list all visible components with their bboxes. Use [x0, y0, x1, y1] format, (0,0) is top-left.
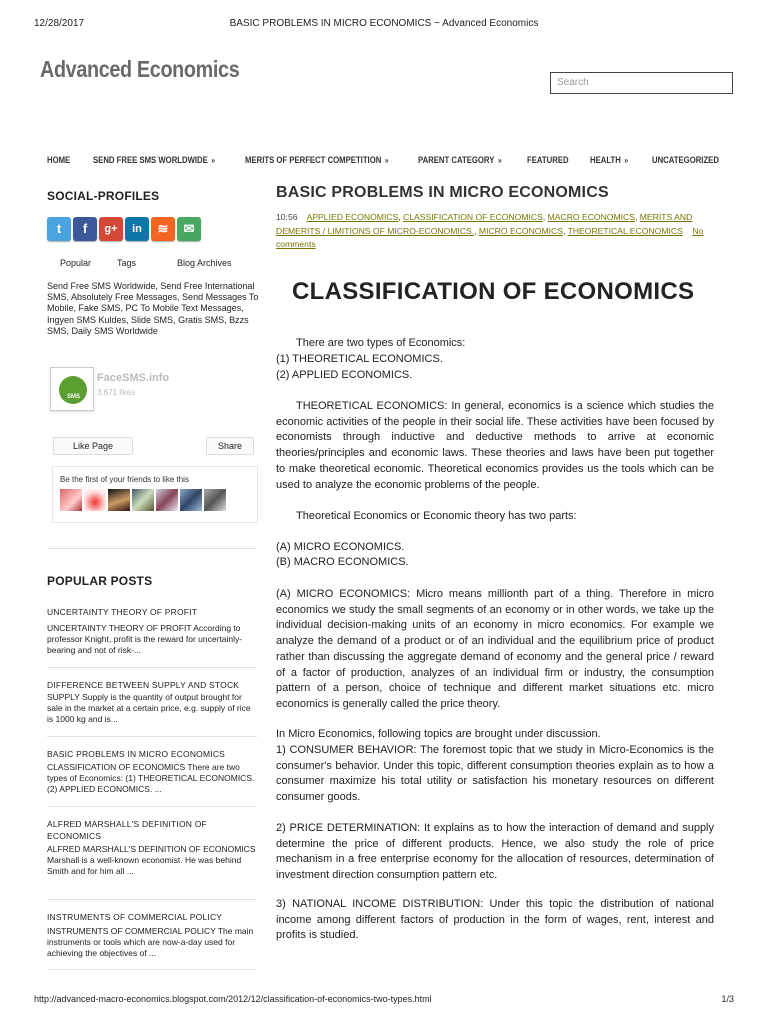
divider [47, 736, 257, 737]
nav-merits-perfect-competition[interactable]: MERITS OF PERFECT COMPETITION » [245, 155, 389, 165]
print-page-number: 1/3 [721, 994, 734, 1004]
linkedin-icon[interactable]: in [125, 217, 149, 241]
twitter-icon[interactable]: t [47, 217, 71, 241]
share-button[interactable]: Share [206, 437, 254, 455]
tab-popular[interactable]: Popular [60, 258, 92, 268]
chevron-icon: » [624, 156, 629, 165]
sms-description: Send Free SMS Worldwide, Send Free International SMS, Absolutely Free Messages, Send Messages To Mobile, Fake SMS, PC To Mobile Text Messages, Ingyen SMS Kuldes, Slide SMS, Gratis SMS, Bzzs SMS, Daily SMS Worldwide [47, 281, 259, 336]
avatar[interactable] [180, 489, 202, 511]
label-link[interactable]: MICRO ECONOMICS [478, 225, 563, 236]
comments-link[interactable]: No comments [276, 225, 704, 249]
tab-blog-archives[interactable]: Blog Archives [177, 258, 232, 268]
paragraph-price: 2) PRICE DETERMINATION: It explains as to how the interaction of demand and supply determine the price of different products. Hence, we also study the role of price mechanism in a free enterprise economy for the allocation of resources, determination of investment direction consumption pattern etc. [276, 822, 714, 882]
popular-post-title[interactable]: UNCERTAINTY THEORY OF PROFIT [47, 607, 198, 617]
popular-post-title[interactable]: ALFRED MARSHALL'S DEFINITION OF ECONOMICS [47, 819, 207, 841]
part-a: (A) MICRO ECONOMICS. [276, 541, 405, 553]
paragraph-consumer: 1) CONSUMER BEHAVIOR: The foremost topic that we study in Micro-Economics is the consumer's behavior. Under this topic, different consumption theories explain as to how a consumer maximize his total utility or satisfaction his monetary resources on different consumer goods. [276, 744, 714, 804]
popular-post-snippet: INSTRUMENTS OF COMMERCIAL POLICY The main instruments or tools which are now-a-day used for achieving the objectives of ... [47, 926, 254, 958]
type-1: (1) THEORETICAL ECONOMICS. [276, 353, 443, 365]
part-b: (B) MACRO ECONOMICS. [276, 556, 409, 568]
label-link[interactable]: THEORETICAL ECONOMICS [567, 225, 683, 236]
divider [47, 806, 257, 807]
topics-intro: In Micro Economics, following topics are brought under discussion. [276, 728, 601, 740]
post-time: 10:56 [276, 212, 298, 222]
post-title: BASIC PROBLEMS IN MICRO ECONOMICS [276, 184, 609, 201]
popular-post-title[interactable]: INSTRUMENTS OF COMMERCIAL POLICY [47, 912, 223, 922]
main-nav [47, 155, 734, 167]
type-2: (2) APPLIED ECONOMICS. [276, 369, 413, 381]
print-title: BASIC PROBLEMS IN MICRO ECONOMICS ~ Advanced Economics [229, 18, 539, 29]
popular-post-snippet: UNCERTAINTY THEORY OF PROFIT According to professor Knight, profit is the reward for uncertainly-bearing and not of risk-... [47, 623, 243, 655]
facebook-friends-box [52, 466, 258, 523]
nav-parent-category[interactable]: PARENT CATEGORY » [418, 155, 502, 165]
post-meta: 10:56 APPLIED ECONOMICS, CLASSIFICATION OF ECONOMICS, MACRO ECONOMICS, MERITS AND DEMERITS / LIMITIONS OF MICRO-ECONOMICS., MICRO ECONOMICS, THEORETICAL ECONOMICS No comments [276, 212, 704, 249]
search-input[interactable]: Search [550, 72, 733, 94]
print-date: 12/28/2017 [34, 18, 85, 29]
fb-first-friend-text: Be the first of your friends to like this [60, 475, 189, 484]
email-icon[interactable]: ✉ [177, 217, 201, 241]
label-link[interactable]: CLASSIFICATION OF ECONOMICS [403, 212, 543, 222]
facebook-icon[interactable]: f [73, 217, 97, 241]
paragraph-national-income: 3) NATIONAL INCOME DISTRIBUTION: Under this topic the distribution of national income among different factors of production in the form of wages, rent, interest and profits is studied. [276, 898, 714, 942]
nav-home[interactable]: HOME [47, 155, 71, 165]
popular-posts-heading: POPULAR POSTS [47, 574, 153, 588]
facesms-likes: 3,671 likes [97, 388, 136, 397]
site-title[interactable]: Advanced Economics [40, 56, 240, 82]
tab-tags[interactable]: Tags [117, 258, 137, 268]
avatar[interactable] [204, 489, 226, 511]
label-link[interactable]: MERITS AND DEMERITS / LIMITIONS OF MICRO-ECONOMICS. [276, 212, 693, 236]
nav-send-free-sms[interactable]: SEND FREE SMS WORLDWIDE » [93, 155, 216, 165]
avatar[interactable] [84, 489, 106, 511]
social-profiles-heading: SOCIAL-PROFILES [47, 189, 160, 203]
google-plus-icon[interactable]: g+ [99, 217, 123, 241]
popular-post-snippet: ALFRED MARSHALL'S DEFINITION OF ECONOMICS Marshall is a well-known economist. He was behind Smith and for him all ... [47, 844, 256, 876]
nav-health[interactable]: HEALTH » [590, 155, 629, 165]
paragraph-micro: (A) MICRO ECONOMICS: Micro means millionth part of a thing. Therefore in micro economics we study the small segments of an economy or in other words, we take up the individual decision-making units of an economy in micro economics. For example we analyze the demand of a product or of an individual and the equilibrium price of product rather than discussing the aggregate demand of economy and the general price / reward of a factor of production, analyzes of an individual firm or industry, the consumption pattern of a person, choice of technique and different market situations etc. micro economics is generally called the price theory. [276, 588, 714, 710]
facesms-page-name[interactable]: FaceSMS.info [97, 372, 170, 384]
rss-icon[interactable]: ≋ [151, 217, 175, 241]
print-url: http://advanced-macro-economics.blogspot.com/2012/12/classification-of-economics-two-types.html [34, 994, 432, 1004]
popular-post-title[interactable]: BASIC PROBLEMS IN MICRO ECONOMICS [47, 749, 226, 759]
popular-post-snippet: CLASSIFICATION OF ECONOMICS There are two types of Economics: (1) THEORETICAL ECONOMICS. (2) APPLIED ECONOMICS. ... [47, 762, 255, 794]
avatar[interactable] [60, 489, 82, 511]
chevron-icon: » [497, 156, 502, 165]
avatar[interactable] [156, 489, 178, 511]
like-page-button[interactable]: Like Page [53, 437, 133, 455]
chevron-icon: » [384, 156, 389, 165]
label-link[interactable]: APPLIED ECONOMICS [306, 212, 399, 222]
article-heading: CLASSIFICATION OF ECONOMICS [292, 278, 695, 305]
sms-badge-label: SMS [67, 394, 81, 400]
parts-intro: Theoretical Economics or Economic theory has two parts: [296, 510, 577, 522]
divider [47, 548, 257, 549]
chevron-icon: » [211, 156, 216, 165]
divider [47, 899, 257, 900]
avatar[interactable] [108, 489, 130, 511]
divider [47, 969, 257, 970]
nav-uncategorized[interactable]: UNCATEGORIZED [652, 155, 719, 165]
popular-post-snippet: SUPPLY Supply is the quantity of output brought for sale in the market at a certain price, e.g. supply of rice is 1000 kg and is... [47, 692, 251, 724]
intro-line: There are two types of Economics: [296, 337, 466, 349]
popular-post-title[interactable]: DIFFERENCE BETWEEN SUPPLY AND STOCK [47, 680, 240, 690]
avatar[interactable] [132, 489, 154, 511]
divider [47, 667, 257, 668]
paragraph-theoretical: THEORETICAL ECONOMICS: In general, economics is a science which studies the economic activities of the people in their social life. These activities have been focused by economists through inductive and deductive methods to arrive at economic theories/principles and economic laws. These theories and laws have been put together to make theoretical economic. Theoretical economics provides us the tools which can be used to analyze the economic problems of the people. [276, 400, 714, 491]
facesms-logo[interactable] [50, 367, 94, 411]
nav-featured[interactable]: FEATURED [527, 155, 569, 165]
label-link[interactable]: MACRO ECONOMICS [547, 212, 635, 222]
